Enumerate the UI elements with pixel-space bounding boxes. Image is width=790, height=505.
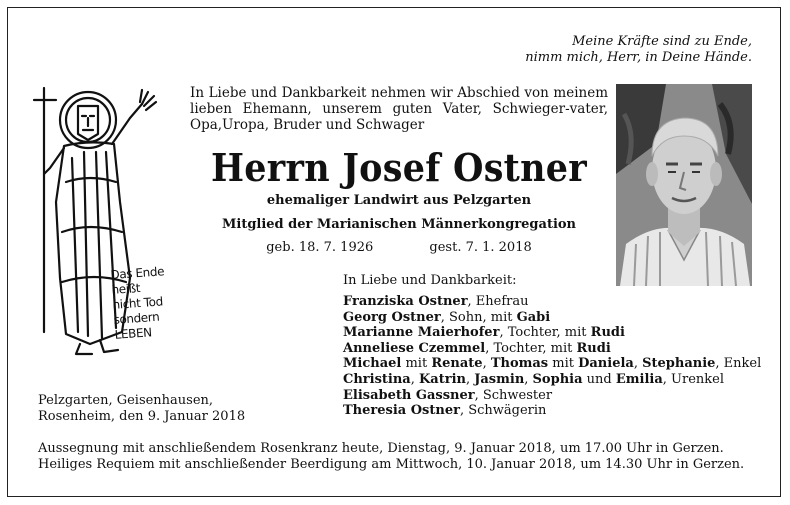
mourner-name: Renate (431, 356, 483, 372)
caption-line-1: Das Ende (110, 264, 165, 282)
mourner-relation: , Schwägerin (459, 403, 547, 419)
caption-line-3: nicht Tod (112, 294, 164, 312)
mourner-name: Theresia Ostner (343, 403, 460, 419)
caption-line-5: LEBEN (114, 325, 153, 342)
mourner-name: Georg Ostner (343, 309, 441, 325)
mourner-relation: , (524, 371, 533, 387)
funeral-line-1: Aussegnung mit anschließendem Rosenkranz heute, Dienstag, 9. Januar 2018, um 17.00 Uhr in Gerzen. (38, 441, 724, 456)
deceased-membership: Mitglied der Marianischen Männerkongregation (221, 217, 577, 232)
intro-text: In Liebe und Dankbarkeit nehmen wir Abschied von meinem lieben Ehemann, unserem guten Vater, Schwieger-vater, Opa,Uropa, Bruder und Schwager (190, 85, 608, 133)
mourner-relation: , (482, 356, 491, 372)
mourner-name: Franziska Ostner (343, 294, 468, 309)
mourner-name: Michael (343, 356, 402, 372)
illustration-caption (110, 264, 169, 343)
mourner-relation: , Enkel (715, 356, 762, 372)
place-line-2: Rosenheim, den 9. Januar 2018 (38, 409, 246, 424)
mourner-name: Katrin (419, 371, 466, 387)
caption-line-4: sondern (113, 309, 160, 327)
mourner-line (343, 325, 761, 341)
mourner-relation: , (633, 356, 643, 372)
mourner-relation: mit (401, 356, 432, 372)
birth-date: geb. 18. 7. 1926 (266, 240, 374, 255)
caption-line-2: heißt (111, 280, 141, 297)
mourner-name: Anneliese Czemmel (343, 340, 486, 356)
mourner-relation: , Tochter, mit (485, 340, 577, 356)
mourner-name: Daniela (578, 356, 634, 372)
mourner-name: Marianne Maierhofer (343, 325, 500, 341)
mourner-relation: , Sohn, mit (440, 309, 517, 325)
mourner-line (343, 372, 761, 388)
mourner-name: Jasmin (474, 371, 525, 387)
mourner-line (343, 310, 761, 326)
life-dates (190, 240, 608, 255)
mourner-line (343, 388, 761, 404)
death-date: gest. 7. 1. 2018 (429, 240, 532, 255)
place-and-date (38, 393, 245, 425)
mourner-relation: , (410, 371, 419, 387)
mourner-name: Stephanie (642, 356, 716, 372)
portrait-photo-icon (616, 84, 752, 286)
mourner-name: Emilia (615, 371, 663, 387)
mourners-heading: In Liebe und Dankbarkeit: (343, 273, 517, 288)
verse-line-2: nimm mich, Herr, in Deine Hände. (525, 50, 752, 65)
mourner-name: Sophia (532, 371, 583, 387)
mourner-relation: , Urenkel (662, 371, 724, 387)
mourner-relation: , Schwester (474, 387, 553, 403)
mourner-relation: mit (548, 356, 579, 372)
funeral-details (38, 441, 754, 473)
funeral-line-2: Heiliges Requiem mit anschließender Beerdigung am Mittwoch, 10. Januar 2018, um 14.30 Uhr in Gerzen. (38, 457, 745, 472)
mourner-line (343, 403, 761, 419)
mourner-name: Elisabeth Gassner (343, 387, 475, 403)
deceased-occupation: ehemaliger Landwirt aus Pelzgarten (266, 193, 532, 208)
mourner-name: Rudi (576, 340, 611, 356)
mourners-list (343, 294, 761, 419)
mourner-relation: , (465, 371, 475, 387)
mourner-name: Christina (343, 371, 411, 387)
verse-line-1: Meine Kräfte sind zu Ende, (572, 34, 752, 49)
mourner-relation: , Ehefrau (467, 294, 529, 309)
mourner-relation: und (582, 371, 616, 387)
mourner-relation: , Tochter, mit (499, 325, 591, 341)
deceased-name: Herrn Josef Ostner (210, 145, 588, 190)
mourner-name: Thomas (490, 356, 549, 372)
mourner-name: Gabi (516, 309, 551, 325)
place-line-1: Pelzgarten, Geisenhausen, (38, 393, 214, 408)
mourner-line (343, 341, 761, 357)
verse (525, 34, 752, 66)
mourner-line (343, 294, 761, 310)
mourner-line (343, 356, 761, 372)
mourner-name: Rudi (590, 325, 625, 341)
